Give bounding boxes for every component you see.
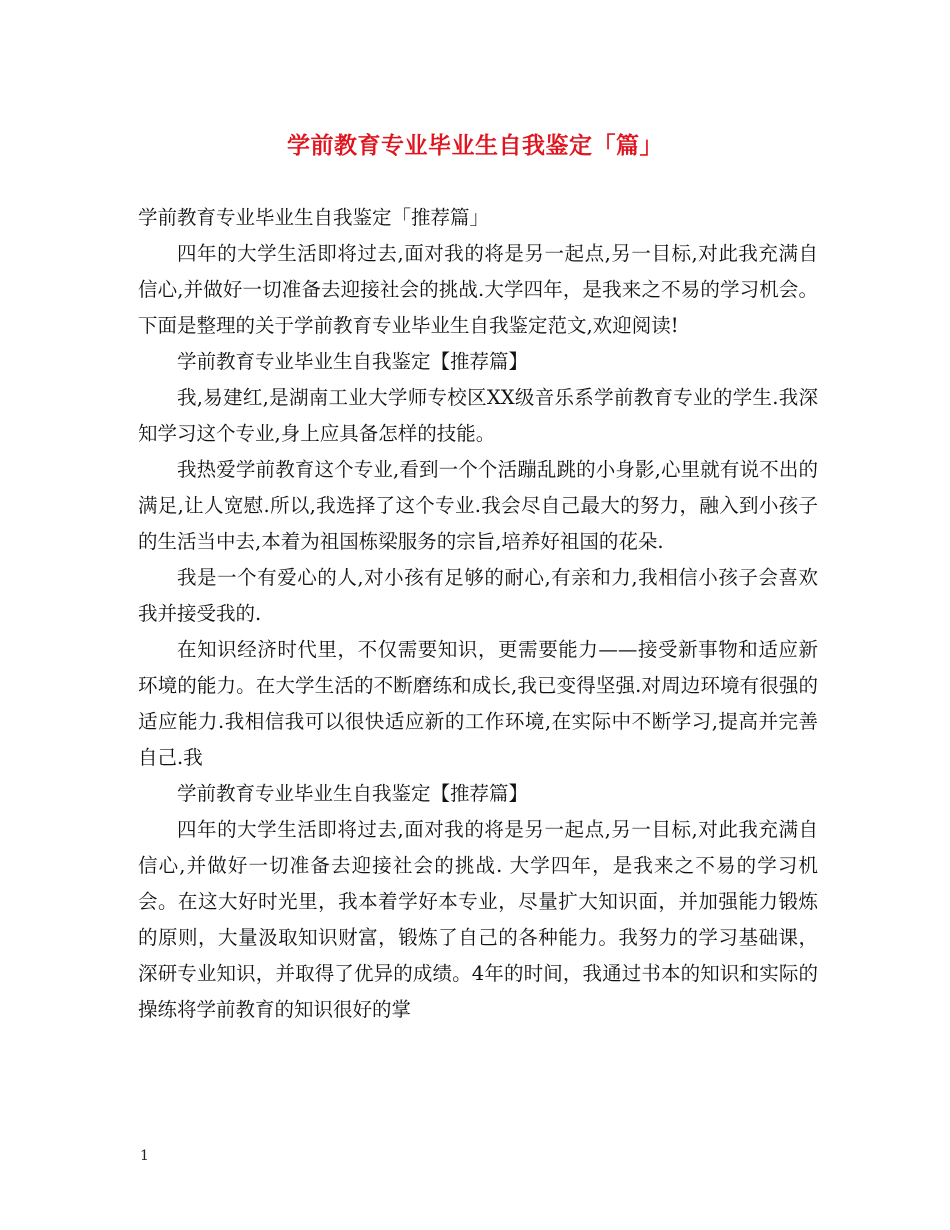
section-heading: 学前教育专业毕业生自我鉴定【推荐篇】 — [177, 782, 529, 805]
paragraph: 四年的大学生活即将过去,面对我的将是另一起点,另一目标,对此我充满自信心,并做好一切准备去迎接社会的挑战.大学四年，是我来之不易的学习机会。下面是整理的关于学前教育专业毕业生自我鉴定范文,欢迎阅读! — [138, 242, 818, 337]
paragraph: 我,易建红,是湖南工业大学师专校区XX级音乐系学前教育专业的学生.我深知学习这个专业,身上应具备怎样的技能。 — [138, 386, 818, 445]
document-body — [138, 200, 818, 1028]
paragraph: 在知识经济时代里，不仅需要知识，更需要能力——接受新事物和适应新环境的能力。在大学生活的不断磨练和成长,我已变得坚强.对周边环境有很强的适应能力.我相信我可以很快适应新的工作环境,在实际中不断学习,提高并完善自己.我 — [138, 638, 818, 769]
section-heading: 学前教育专业毕业生自我鉴定【推荐篇】 — [177, 350, 529, 373]
document-title: 学前教育专业毕业生自我鉴定「篇」 — [287, 132, 663, 159]
paragraph-subtitle: 学前教育专业毕业生自我鉴定「推荐篇」 — [138, 206, 490, 229]
paragraph: 四年的大学生活即将过去,面对我的将是另一起点,另一目标,对此我充满自信心,并做好一切准备去迎接社会的挑战. 大学四年，是我来之不易的学习机会。在这大好时光里，我本着学好本专业，尽量扩大知识面，并加强能力锻炼的原则，大量汲取知识财富，锻炼了自己的各种能力。我努力的学习基础课，深研专业知识，并取得了优异的成绩。4年的时间，我通过书本的知识和实际的操练将学前教育的知识很好的掌 — [138, 818, 818, 1021]
paragraph: 我热爱学前教育这个专业,看到一个个活蹦乱跳的小身影,心里就有说不出的满足,让人宽慰.所以,我选择了这个专业.我会尽自己最大的努力，融入到小孩子的生活当中去,本着为祖国栋梁服务的宗旨,培养好祖国的花朵. — [138, 458, 818, 553]
page-number: 1 — [140, 1148, 149, 1164]
paragraph: 我是一个有爱心的人,对小孩有足够的耐心,有亲和力,我相信小孩子会喜欢我并接受我的. — [138, 566, 818, 625]
